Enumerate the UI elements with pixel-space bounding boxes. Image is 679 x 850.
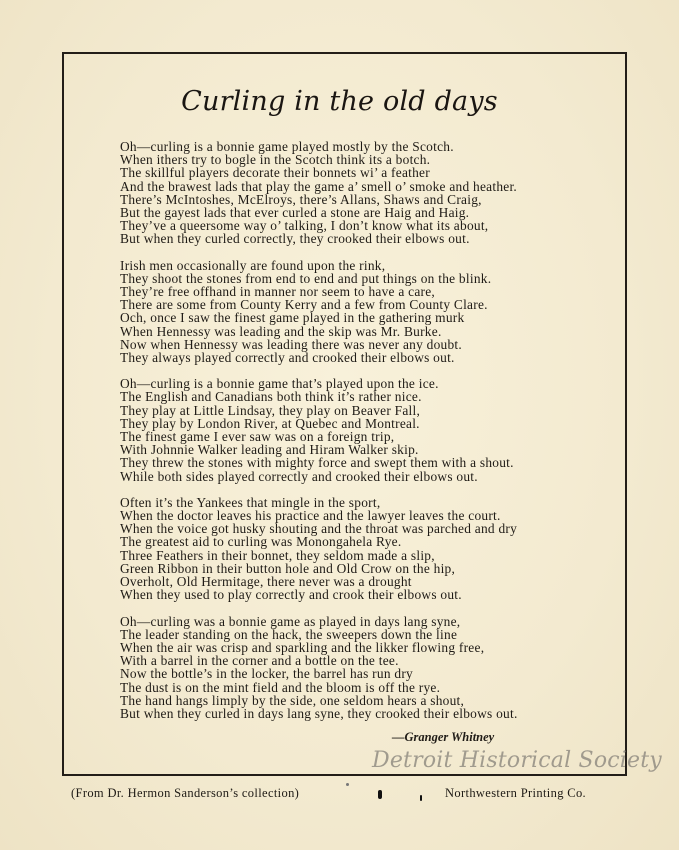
ink-speck (346, 783, 349, 786)
footer-printer: Northwestern Printing Co. (445, 786, 587, 800)
poem-line: Oh—curling was a bonnie game as played in days lang syne, (120, 613, 461, 629)
poem-line: When Hennessy was leading and the skip was Mr. Burke. (120, 323, 442, 339)
poem-line: Now when Hennessy was leading there was never any doubt. (120, 336, 462, 352)
poem-line: They threw the stones with mighty force and swept them with a shout. (120, 455, 514, 471)
poem-line: They play by London River, at Quebec and Montreal. (120, 415, 420, 431)
poem-line: While both sides played correctly and crooked their elbows out. (120, 468, 478, 484)
poem-line: Green Ribbon in their button hole and Old Crow on the hip, (120, 560, 456, 576)
ink-blot (420, 795, 422, 801)
poem-line: When the air was crisp and sparkling and the likker flowing free, (120, 639, 485, 655)
stanza-1 (120, 140, 590, 246)
stanza-2 (120, 259, 590, 365)
poem-line: But when they curled correctly, they crooked their elbows out. (120, 231, 470, 247)
poem-line: With Johnnie Walker leading and Hiram Walker skip. (120, 442, 419, 458)
poem-line: The finest game I ever saw was on a foreign trip, (120, 429, 395, 445)
poem-line: When the doctor leaves his practice and the lawyer leaves the court. (120, 508, 501, 524)
stanza-3 (120, 377, 590, 483)
footer-collection-note: (From Dr. Hermon Sanderson’s collection) (71, 786, 300, 800)
author-attribution: —Granger Whitney (392, 730, 495, 744)
watermark: Detroit Historical Society (372, 748, 662, 773)
poem-line: When the voice got husky shouting and the throat was parched and dry (120, 521, 518, 537)
poem-line: The dust is on the mint field and the bloom is off the rye. (120, 679, 441, 695)
poem-line: And the brawest lads that play the game a’ smell o’ smoke and heather. (120, 178, 518, 194)
poem-line: But when they curled in days lang syne, they crooked their elbows out. (120, 705, 518, 721)
poem-line: When they used to play correctly and crook their elbows out. (120, 587, 462, 603)
poem-line: Oh—curling is a bonnie game played mostly by the Scotch. (120, 139, 454, 154)
poem-line: The hand hangs limply by the side, one seldom hears a shout, (120, 692, 465, 708)
poem-line: Overholt, Old Hermitage, there never was a drought (120, 574, 412, 590)
poem-line: They shoot the stones from end to end and put things on the blink. (120, 270, 492, 286)
poem-line: Often it’s the Yankees that mingle in the sport, (120, 494, 381, 510)
poem-line: But the gayest lads that ever curled a stone are Haig and Haig. (120, 205, 470, 221)
poem-line: When ithers try to bogle in the Scotch think its a botch. (120, 152, 431, 168)
stanza-5 (120, 615, 590, 721)
poem-line: Irish men occasionally are found upon the rink, (120, 257, 386, 273)
poem-line: Oh—curling is a bonnie game that’s played upon the ice. (120, 376, 439, 392)
poem-line: Three Feathers in their bonnet, they seldom made a slip, (120, 547, 435, 563)
poem-title: Curling in the old days (181, 86, 498, 117)
poem-line: The greatest aid to curling was Monongahela Rye. (120, 534, 402, 550)
poem-line: They always played correctly and crooked their elbows out. (120, 350, 455, 366)
poem-line: The skillful players decorate their bonnets wi’ a feather (120, 165, 430, 181)
poem-line: They play at Little Lindsay, they play on Beaver Fall, (120, 402, 421, 418)
poem-line: They’ve a queersome way o’ talking, I don’t know what its about, (120, 218, 489, 234)
poem-line: There’s McIntoshes, McElroys, there’s Allans, Shaws and Craig, (120, 191, 482, 207)
poem-line: There are some from County Kerry and a few from County Clare. (120, 297, 488, 313)
ink-blot (378, 790, 382, 799)
poem-line: The leader standing on the hack, the sweepers down the line (120, 626, 458, 642)
poem-line: They’re free offhand in manner nor seem to have a care, (120, 284, 436, 300)
poem-line: Now the bottle’s in the locker, the barrel has run dry (120, 666, 413, 682)
poem-line: With a barrel in the corner and a bottle on the tee. (120, 653, 399, 669)
poem-line: The English and Canadians both think it’s rather nice. (120, 389, 422, 405)
poem-body (120, 140, 590, 733)
poem-line: Och, once I saw the finest game played in the gathering murk (120, 310, 465, 326)
stanza-4 (120, 496, 590, 602)
